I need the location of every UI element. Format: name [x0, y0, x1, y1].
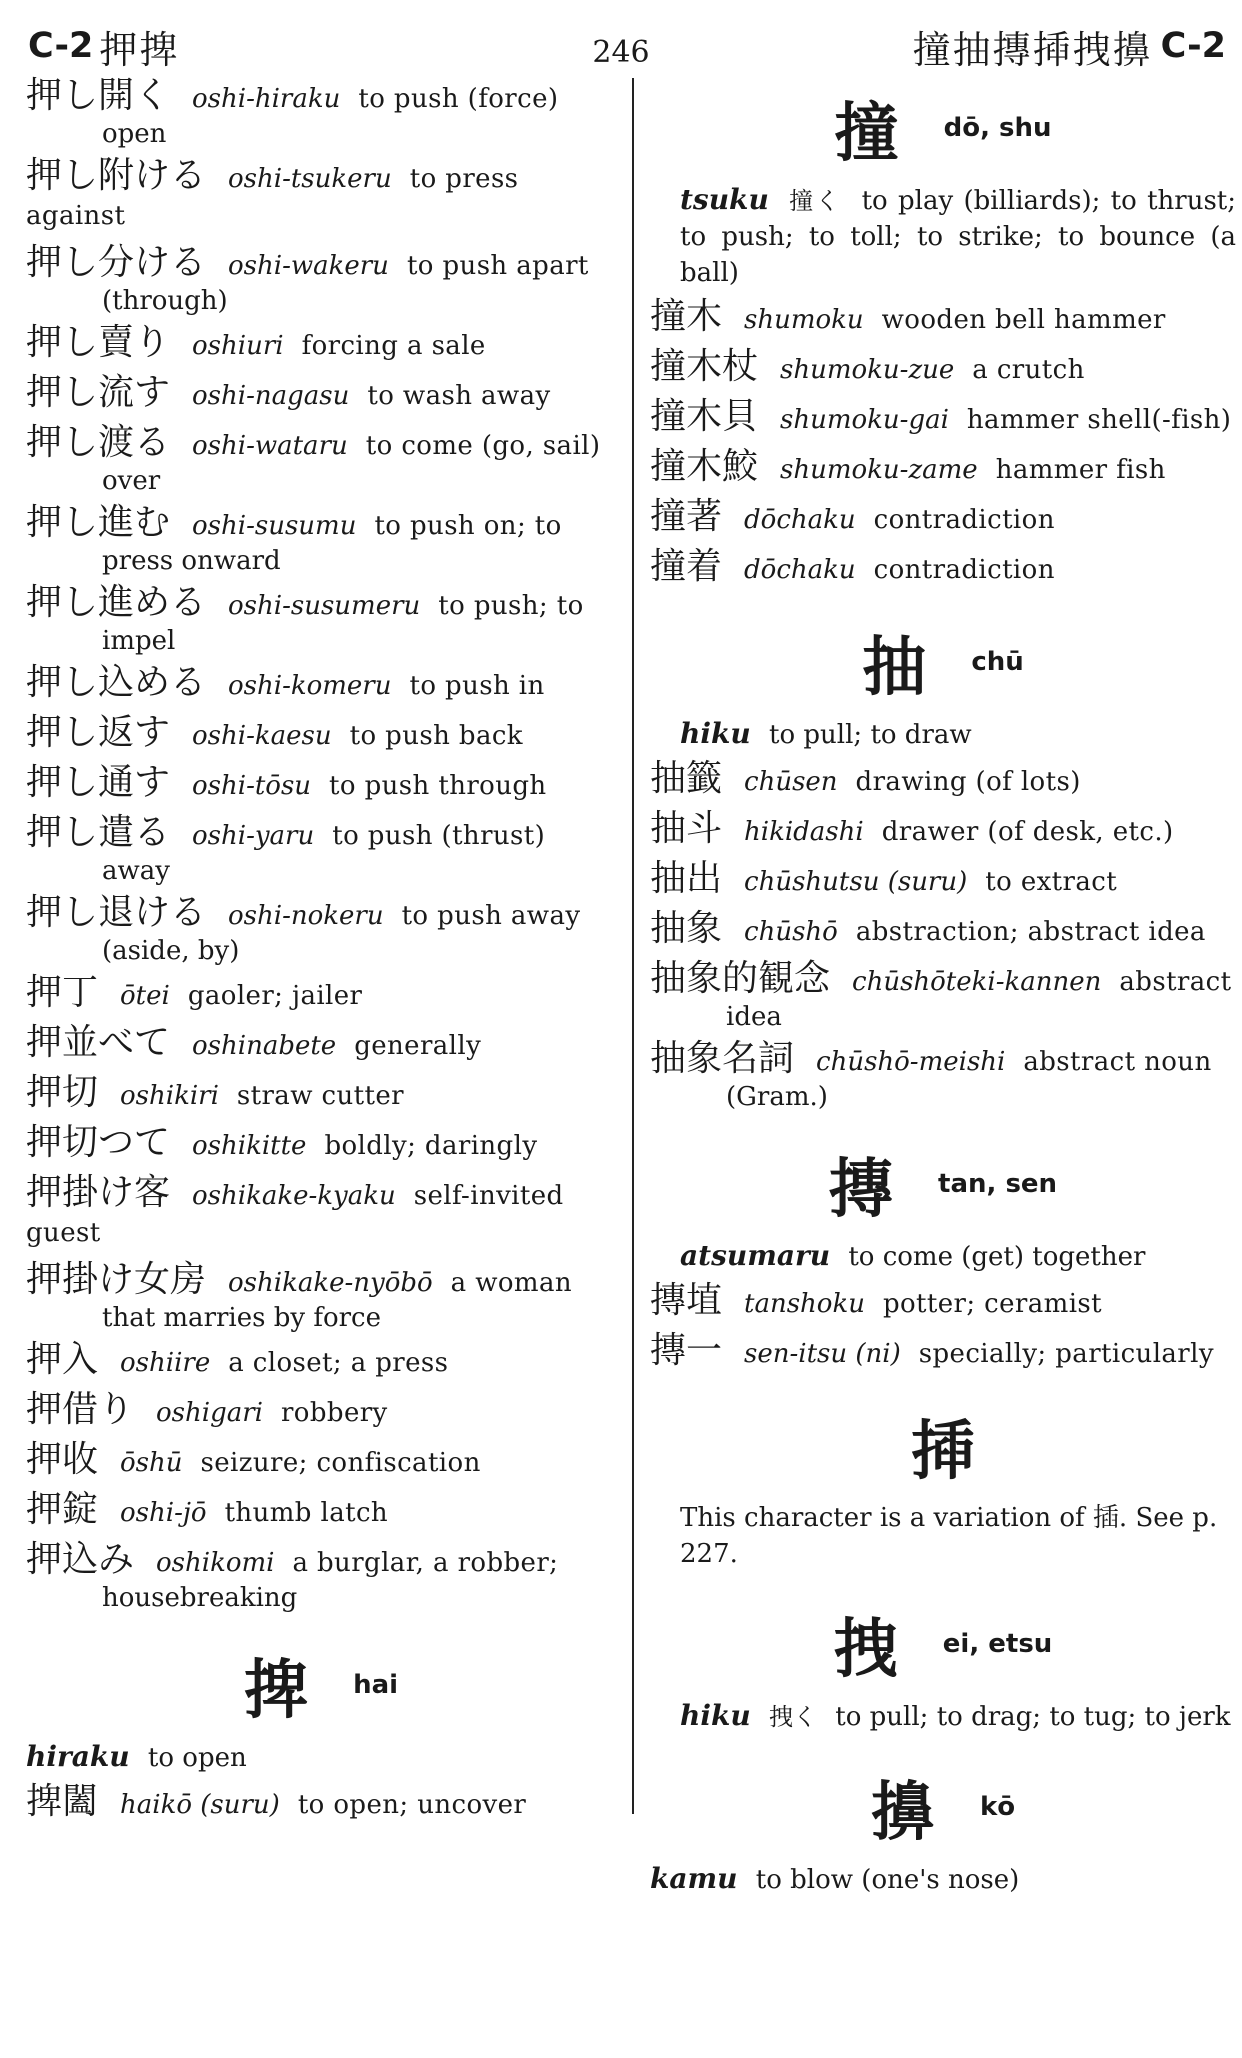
dictionary-entry	[26, 322, 616, 366]
entry-headword: 押掛け女房	[26, 1259, 207, 1300]
entry-headword: 押し開く	[26, 75, 171, 116]
entry-definition: to extract	[985, 867, 1118, 897]
entry-definition: potter; ceramist	[882, 1289, 1103, 1319]
entry-romanization: chūshō-meishi	[816, 1047, 1006, 1077]
entry-headword: 押收	[26, 1439, 99, 1480]
kun-word: tsuku	[680, 183, 769, 216]
section-code-left: C-2	[28, 26, 94, 66]
entry-headword: 押込み	[26, 1539, 135, 1580]
entry-headword: 抽斗	[650, 808, 723, 849]
entry-definition-continued: that marries by force	[102, 1303, 381, 1333]
entry-romanization: oshi-nokeru	[228, 901, 384, 931]
kun-word: atsumaru	[680, 1239, 831, 1272]
dictionary-entry	[26, 1781, 616, 1825]
entry-headword: 抽出	[650, 858, 723, 899]
dictionary-entry	[650, 1038, 1236, 1112]
entry-definition: contradiction	[873, 555, 1055, 585]
entry-romanization: oshi-yaru	[192, 821, 315, 851]
entry-romanization: shumoku-gai	[780, 405, 949, 435]
dictionary-entry	[26, 422, 616, 496]
kun-reading-ko	[650, 1861, 1236, 1898]
entry-definition: a burglar, a robber;	[292, 1548, 559, 1578]
headword-kanji: 捭	[243, 1653, 308, 1728]
dictionary-entry	[26, 812, 616, 886]
dictionary-entry	[650, 908, 1236, 952]
entry-headword: 摶一	[650, 1330, 723, 1371]
entry-romanization: oshi-tōsu	[192, 771, 312, 801]
entry-definition: to push; to	[438, 591, 584, 621]
entry-definition: to push (thrust)	[332, 821, 546, 851]
entry-romanization: oshi-kaesu	[192, 721, 332, 751]
dictionary-entry	[26, 762, 616, 806]
dictionary-entry	[26, 972, 616, 1016]
entry-definition: contradiction	[873, 505, 1055, 535]
entry-headword: 押し分ける	[26, 242, 207, 283]
section-code-right: C-2	[1160, 26, 1226, 66]
dictionary-entry	[26, 242, 616, 316]
entry-romanization: oshi-hiraku	[192, 84, 341, 114]
entry-definition: gaoler; jailer	[187, 981, 363, 1011]
entry-definition-continued: housebreaking	[102, 1583, 298, 1613]
entry-headword: 押し返す	[26, 712, 171, 753]
entry-romanization: dōchaku	[744, 555, 856, 585]
kun-reading-do	[650, 182, 1236, 291]
headword-reading: tan, sen	[938, 1169, 1058, 1199]
entry-definition: abstraction; abstract idea	[855, 917, 1206, 947]
entry-definition-continued: (aside, by)	[102, 936, 240, 966]
dictionary-entry	[650, 396, 1236, 440]
entry-romanization: tanshoku	[744, 1289, 865, 1319]
headword-reading: kō	[979, 1792, 1016, 1822]
headword-kanji: 撞	[834, 96, 899, 171]
left-column	[26, 75, 616, 1834]
kanji-heading-so	[650, 1400, 1236, 1492]
dictionary-entry	[26, 1489, 616, 1533]
entry-romanization: oshi-wataru	[192, 431, 348, 461]
headword-kanji: 抽	[862, 630, 927, 705]
entry-list-do	[650, 296, 1236, 590]
entry-definition: robbery	[280, 1398, 388, 1428]
entry-romanization: oshikitte	[192, 1131, 307, 1161]
entry-definition: to push in	[409, 671, 545, 701]
entry-definition: to open; uncover	[297, 1790, 527, 1820]
dictionary-entry	[26, 712, 616, 756]
entry-headword: 撞着	[650, 546, 723, 587]
entry-romanization: oshi-jō	[120, 1498, 207, 1528]
entry-headword: 押並べて	[26, 1022, 171, 1063]
entry-definition: seizure; confiscation	[200, 1448, 481, 1478]
headword-kanji: 拽	[833, 1612, 898, 1687]
dictionary-entry	[26, 1022, 616, 1066]
entry-headword: 抽籤	[650, 758, 723, 799]
kun-definition: to blow (one's nose)	[755, 1865, 1020, 1895]
entry-romanization: oshiuri	[192, 331, 284, 361]
dictionary-entry	[650, 1330, 1236, 1374]
entry-headword: 押し退ける	[26, 892, 207, 933]
kun-definition: to come (get) together	[848, 1242, 1146, 1272]
entry-definition: to push through	[329, 771, 547, 801]
entry-headword: 撞木貝	[650, 396, 759, 437]
dictionary-entry	[650, 496, 1236, 540]
entry-headword: 押し渡る	[26, 422, 171, 463]
entry-romanization: oshiire	[120, 1348, 211, 1378]
dictionary-entry	[650, 808, 1236, 852]
entry-romanization: oshikiri	[120, 1081, 219, 1111]
entry-romanization: oshikomi	[156, 1548, 275, 1578]
column-divider	[632, 78, 634, 1814]
entry-definition-continued: idea	[726, 1002, 782, 1032]
entry-definition: to come (go, sail)	[365, 431, 601, 461]
entry-romanization: ōshū	[120, 1448, 183, 1478]
entry-romanization: haikō (suru)	[120, 1790, 280, 1820]
kanji-heading-ko	[650, 1761, 1236, 1853]
header-right-kanji: 撞抽摶揷拽擤	[912, 27, 1153, 72]
entry-romanization: chūsen	[744, 767, 838, 797]
variant-note: This character is a variation of 插. See p. 227.	[680, 1503, 1218, 1569]
dictionary-entry	[26, 155, 616, 236]
entry-definition: to push back	[349, 721, 523, 751]
entry-romanization: shumoku-zue	[780, 355, 955, 385]
entry-headword: 押し込める	[26, 662, 207, 703]
entry-romanization: oshi-komeru	[228, 671, 392, 701]
dictionary-entry	[650, 758, 1236, 802]
entry-definition: drawer (of desk, etc.)	[881, 817, 1174, 847]
entry-headword: 抽象的観念	[650, 958, 831, 999]
entry-romanization: shumoku	[744, 305, 864, 335]
kun-reading-tan	[650, 1238, 1236, 1275]
kanji-heading-ei	[650, 1598, 1236, 1690]
entry-definition: drawing (of lots)	[855, 767, 1081, 797]
entry-definition: generally	[354, 1031, 482, 1061]
entry-romanization: oshi-nagasu	[192, 381, 350, 411]
entry-definition: hammer fish	[995, 455, 1166, 485]
entry-definition: hammer shell(-fish)	[966, 405, 1232, 435]
kun-reading-chu	[650, 716, 1236, 753]
dictionary-entry	[26, 1172, 616, 1253]
dictionary-entry	[26, 892, 616, 966]
entry-headword: 押し賣り	[26, 322, 171, 363]
entry-list-chu	[650, 758, 1236, 1112]
kun-word: kamu	[650, 1862, 738, 1895]
dictionary-entry	[650, 346, 1236, 390]
entry-definition-continued: press onward	[102, 546, 281, 576]
headword-kanji: 揷	[911, 1414, 975, 1489]
header-right	[913, 18, 1226, 74]
kun-reading-hai	[26, 1739, 616, 1776]
dictionary-entry	[650, 546, 1236, 590]
entry-definition: straw cutter	[236, 1081, 404, 1111]
entry-romanization: oshikake-nyōbō	[228, 1268, 433, 1298]
dictionary-entry	[26, 662, 616, 706]
entry-headword: 撞木杖	[650, 346, 759, 387]
dictionary-entry	[26, 372, 616, 416]
kun-definition: to pull; to drag; to tug; to jerk	[835, 1702, 1231, 1732]
entry-list-osu	[26, 75, 616, 1613]
headword-kanji: 擤	[870, 1775, 935, 1850]
kun-kanji: 撞く	[789, 187, 842, 215]
header-left-kanji: 押捭	[99, 27, 180, 72]
entry-definition: to press against	[26, 164, 519, 231]
dictionary-entry	[26, 1539, 616, 1613]
entry-romanization: ōtei	[120, 981, 170, 1011]
entry-romanization: oshi-susumu	[192, 511, 357, 541]
entry-definition-continued: over	[102, 466, 161, 496]
entry-romanization: shumoku-zame	[780, 455, 978, 485]
entry-definition: abstract noun	[1023, 1047, 1212, 1077]
dictionary-entry	[26, 75, 616, 149]
entry-definition: to push on; to	[374, 511, 562, 541]
kun-word: hiku	[680, 717, 751, 750]
entry-definition: a closet; a press	[228, 1348, 449, 1378]
kun-word: hiku	[680, 1699, 751, 1732]
entry-headword: 押し遣る	[26, 812, 171, 853]
entry-headword: 押切	[26, 1072, 99, 1113]
entry-definition: forcing a sale	[301, 331, 486, 361]
kanji-heading-tan	[650, 1138, 1236, 1230]
entry-romanization: chūshō	[744, 917, 838, 947]
kun-definition: to pull; to draw	[769, 720, 972, 750]
entry-romanization: oshigari	[156, 1398, 263, 1428]
entry-definition-continued: impel	[102, 626, 176, 656]
kun-definition: to open	[147, 1743, 247, 1773]
entry-definition: specially; particularly	[918, 1339, 1214, 1369]
entry-headword: 抽象	[650, 908, 723, 949]
entry-definition: boldly; daringly	[324, 1131, 538, 1161]
entry-definition: abstract	[1119, 967, 1232, 997]
entry-romanization: oshinabete	[192, 1031, 337, 1061]
headword-reading: chū	[971, 647, 1024, 677]
entry-list-hai	[26, 1781, 616, 1825]
entry-definition-continued: open	[102, 119, 167, 149]
entry-romanization: oshi-susumeru	[228, 591, 421, 621]
entry-headword: 押切つて	[26, 1122, 171, 1163]
entry-headword: 押し通す	[26, 762, 171, 803]
entry-definition: a woman	[450, 1268, 573, 1298]
headword-reading: hai	[353, 1670, 399, 1700]
dictionary-entry	[26, 582, 616, 656]
entry-romanization: hikidashi	[744, 817, 864, 847]
headword-kanji: 摶	[828, 1152, 893, 1227]
entry-romanization: chūshōteki-kannen	[852, 967, 1102, 997]
dictionary-entry	[26, 1259, 616, 1333]
dictionary-entry	[26, 1439, 616, 1483]
dictionary-entry	[26, 1339, 616, 1383]
dictionary-entry	[650, 446, 1236, 490]
entry-headword: 押錠	[26, 1489, 99, 1530]
entry-definition: to wash away	[367, 381, 551, 411]
entry-headword: 撞木	[650, 296, 723, 337]
entry-headword: 押し進む	[26, 502, 171, 543]
entry-headword: 押し進める	[26, 582, 207, 623]
right-column	[650, 78, 1236, 1906]
entry-romanization: oshikake-kyaku	[192, 1181, 396, 1211]
entry-definition-continued: (Gram.)	[726, 1082, 828, 1112]
entry-headword: 押し流す	[26, 372, 171, 413]
entry-headword: 抽象名詞	[650, 1038, 795, 1079]
entry-romanization: sen-itsu (ni)	[744, 1339, 901, 1369]
dictionary-entry	[26, 1072, 616, 1116]
dictionary-entry	[650, 958, 1236, 1032]
dictionary-entry	[650, 296, 1236, 340]
entry-romanization: oshi-wakeru	[228, 251, 389, 281]
dictionary-entry	[26, 502, 616, 576]
headword-reading: ei, etsu	[942, 1629, 1053, 1659]
entry-headword: 撞著	[650, 496, 723, 537]
kun-definition: to play (billiards); to thrust; to push; to toll; to strike; to bounce (a ball)	[680, 186, 1237, 288]
entry-romanization: chūshutsu (suru)	[744, 867, 968, 897]
entry-definition-continued: away	[102, 856, 170, 886]
dictionary-entry	[650, 1280, 1236, 1324]
entry-definition: thumb latch	[224, 1498, 389, 1528]
dictionary-entry	[650, 858, 1236, 902]
entry-definition: to push (force)	[358, 84, 559, 114]
entry-romanization: dōchaku	[744, 505, 856, 535]
kun-kanji: 拽く	[769, 1703, 818, 1731]
kanji-heading-do	[650, 82, 1236, 174]
entry-headword: 押掛け客	[26, 1172, 171, 1213]
entry-headword: 捭闔	[26, 1781, 99, 1822]
entry-headword: 押し附ける	[26, 155, 207, 196]
dictionary-entry	[26, 1389, 616, 1433]
entry-headword: 押入	[26, 1339, 99, 1380]
entry-headword: 押借り	[26, 1389, 135, 1430]
kanji-heading-chu	[650, 616, 1236, 708]
entry-romanization: oshi-tsukeru	[228, 164, 392, 194]
entry-headword: 摶埴	[650, 1280, 723, 1321]
kun-word: hiraku	[26, 1740, 130, 1773]
kanji-heading-hai	[26, 1639, 616, 1731]
entry-headword: 撞木鮫	[650, 446, 759, 487]
entry-definition: to push away	[401, 901, 581, 931]
kun-reading-ei	[650, 1698, 1236, 1735]
entry-list-tan	[650, 1280, 1236, 1374]
entry-definition: wooden bell hammer	[881, 305, 1166, 335]
entry-definition-continued: (through)	[102, 286, 228, 316]
dictionary-entry	[26, 1122, 616, 1166]
entry-definition: self-invited guest	[26, 1181, 564, 1248]
page-number: 246	[592, 34, 650, 70]
headword-reading: dō, shu	[943, 113, 1052, 143]
entry-headword: 押丁	[26, 972, 99, 1013]
entry-definition: to push apart	[406, 251, 589, 281]
entry-definition: a crutch	[972, 355, 1085, 385]
